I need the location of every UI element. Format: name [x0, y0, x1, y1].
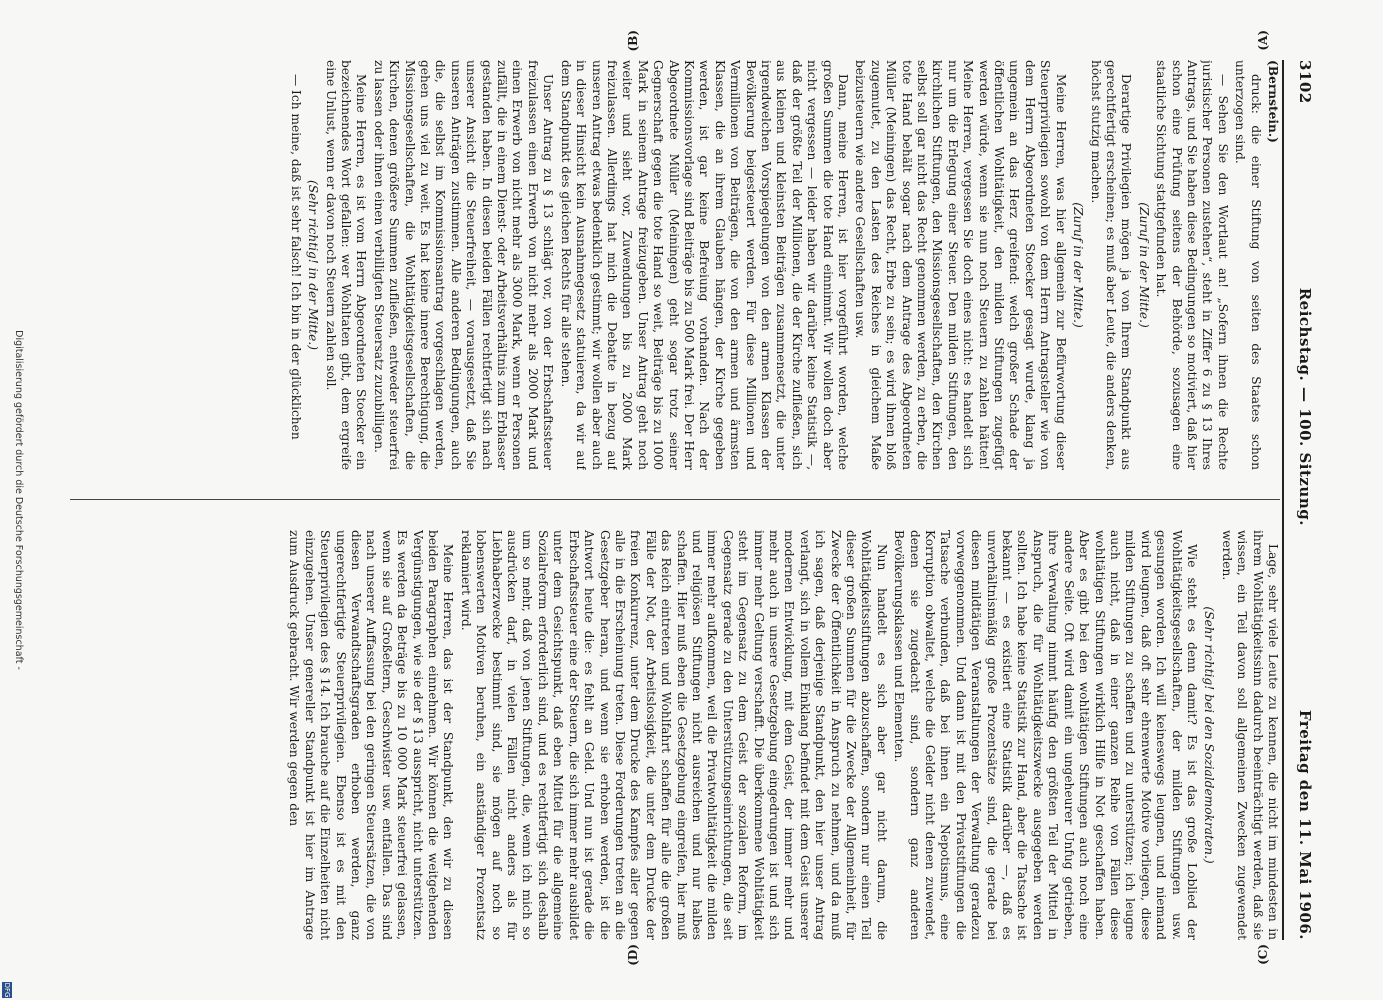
page-number: 3102: [1296, 60, 1314, 104]
paragraph: — Sehen Sie den Wortlaut an! „Sofern ihnen die Rechte juristischer Personen zustehen“, steht in Ziffer 6 zu § 13 Ihres Antrags, und Sie haben diese Bedingungen so motiviert, daß hier schon eine Prüfung seitens der Behörde, sozusagen eine staatliche Sichtung stattgefunden hat.: [1154, 60, 1230, 470]
paragraph: Meine Herren, es ist vom Herrn Abgeordneten Stoecker ein bezeichnendes Wort gefallen: wer Wohltaten gibt, dem ergreife eine Unlust, wenn er davon noch Steuern zahlen soll.: [323, 60, 369, 470]
paragraph: (Sehr richtig! in der Mitte.): [306, 180, 321, 350]
paragraph: Meine Herren, was hier allgemein zur Befürwortung dieser Steuerprivilegien sowohl von dem Herrn Antragsteller wie von dem Herrn Abgeordneten Stoecker gesagt wurde, klang ja ungemein an das Herz greifend: welch großer Schade der öffentlichen Wohltätigkeit, den milden Stiftungen zugefügt werden würde, wenn sie nun noch Steuern zu zahlen hätten! Meine Herren, vergessen Sie doch eines nicht: es handelt sich nur um die Erlegung einer Steuer. Den milden Stiftungen, den kirchlichen Stiftungen, den Missionsgesellschaften, den Kirchen selbst soll gar nicht das Recht genommen werden, zu erben, die tote Hand behält sogar nach dem Antrage des Abgeordneten Müller (Meiningen) das Recht, Erbe zu sein; es wird ihnen bloß zugemutet, zu den Lasten des Reiches in gleichem Maße beizusteuern wie andere Gesellschaften usw.: [853, 60, 1068, 470]
paragraph: Unser Antrag zu § 13 schlägt vor, von der Erbschaftssteuer freizulassen einen Erwerb von nicht mehr als 2000 Mark und einen Erwerb von nicht mehr als 3000 Mark, wenn er Personen zufällt, die in einem Dienst- oder Arbeitsverhältnis zum Erblasser gestanden haben. In diesen beiden Fällen rechtfertigt sich nach unserer Ansicht die Steuerfreiheit, — vorausgesetzt, daß Sie unseren Anträgen zustimmen. Alle anderen Bedingungen, auch die, die selbst im Kommissionsantrag vorgeschlagen werden, gehen uns viel zu weit. Es hat keine innere Berechtigung, die Missionsgesellschaften, die Wohltätigkeitsgesellschaften, die Kirchen, denen größere Summen zufließen, entweder steuerfrei zu lassen oder ihnen einen verbilligten Steuersatz zuzubilligen.: [371, 60, 556, 470]
header-rule: [1282, 60, 1284, 940]
header-date: Freitag den 11. Mai 1906.: [1296, 709, 1314, 940]
margin-marker-c: (C): [1256, 944, 1270, 965]
margin-marker-a: (A): [1256, 30, 1270, 51]
paragraph: Dann, meine Herren, ist hier vorgeführt worden, welche großen Summen die tote Hand einnimmt. Wir wollen doch aber nicht vergessen — leider haben wir darüber keine Statistik —, daß der größte Teil der Millionen, die der Kirche zufließen, sich aus kleinen und kleinsten Beiträgen zusammensetzt, die unter irgendwelchen Vorspiegelungen von den armen Klassen der Bevölkerung beigesteuert werden. Für diese Millionen und Vermillionen von Beiträgen, die von den armen und ärmsten Klassen, die an ihrem Glauben hängen, der Kirche gegeben werden, ist gar keine Befreiung vorhanden. Nach der Kommissionsvorlage sind Beiträge bis zu 500 Mark frei. Der Herr Abgeordnete Müller (Meiningen) geht sogar trotz seiner Gegnerschaft gegen die tote Hand so weit, Beiträge bis zu 1000 Mark in seinem Antrage freizugeben. Unser Antrag geht noch weiter und sieht vor, Zuwendungen bis zu 2000 Mark freizulassen. Allerdings hat mich die Debatte in bezug auf unseren Antrag etwas bedenklich gestimmt; wir wollen aber auch in dieser Hinsicht kein Ausnahmegesetz statuieren, da wir auf dem Standpunkt des gleichen Rechts für alle stehen.: [558, 60, 851, 470]
margin-marker-d: (D): [626, 944, 640, 966]
paragraph: druck: die einer Stiftung von seiten des Staates schon unterzogen sind.: [1233, 60, 1263, 470]
column-divider: [70, 499, 1280, 500]
paragraph: Nun handelt es sich aber gar nicht darum, die Wohltätigkeitsstiftungen abzuschaffen, sondern nur einen Teil dieser großen Summen für die Zwecke der Allgemeinheit, für Zwecke der Öffentlichkeit in Anspruch zu nehmen, und da muß ich sagen, daß derjenige Standpunkt, den hier unser Antrag verlangt, sich in vollem Einklang befindet mit dem Geist unserer modernen Entwicklung, mit dem Geist, der immer mehr und mehr auch in unsere Gesetzgebung eingedrungen ist und sich immer mehr Geltung verschafft. Die überkommene Wohltätigkeit steht im Gegensatz zu dem Geist der sozialen Reform, im Gegensatz gerade zu den Unterstützungseinrichtungen, die seit immer mehr aufkommen, weil die Privatwohltätigkeit die milden und religiösen Stiftungen nicht ausreichen und nur halbes schaffen. Hier muß eben die Gesetzgebung eingreifen, hier muß das Reich eintreten und Wohlfahrt schaffen für alle die großen Fälle der Not, der Arbeitslosigkeit, die unter dem Drucke der freien Konkurrenz, unter dem Drucke des Kampfes aller gegen alle in die Erscheinung treten. Diese Forderungen treten an die Gesetzgeber heran, und wenn sie erhoben werden, ist die Antwort heute die: es fehlt an Geld. Und nun ist gerade die Erbschaftssteuer eine der Steuern, die sich immer mehr ausbildet unter dem Gesichtspunkt, daß eben Mittel für die allgemeine Sozialreform erforderlich sind, und es rechtfertigt sich deshalb um so mehr, daß von jenen Stiftungen, die, wenn ich mich so ausdrücken darf, in vielen Fällen nicht anders als für Liebhaberzwecke bestimmt sind, sie mögen auf noch so lobenswerten Motiven beruhen, ein anständiger Prozentsatz reklamiert wird.: [458, 530, 889, 940]
header-title: Reichstag. — 100. Sitzung.: [1296, 287, 1314, 526]
paragraph: Wie steht es denn damit? Es ist das große Loblied der Wohltätigkeitsgesellschaften, der milden Stiftungen usw. gesungen worden. Ich will keineswegs leugnen, und niemand wird leugnen, daß oft sehr ehrenwerte Motive vorliegen, diese milden Stiftungen zu schaffen und zu unterstützen; ich leugne auch nicht, daß in einer ganzen Reihe von Fällen diese wohltätigen Stiftungen wirklich Hilfe in Not geschaffen haben. Aber es gibt bei den wohltätigen Stiftungen auch noch eine andere Seite. Oft wird damit ein ungeheurer Unfug getrieben, ihre Verwaltung nimmt häufig den größten Teil der Mittel in Anspruch, die für Wohltätigkeitszwecke ausgegeben werden sollten. Ich habe keine Statistik zur Hand, aber die Tatsache ist bekannt — es existiert eine Statistik darüber —, daß es unverhältnismäßig große Prozentsätze sind, die gerade bei diesen mildtätigen Veranstaltungen der Verwaltung geradezu vorweggenommen. Und dann ist mit den Privatstiftungen die Tatsache verbunden, daß bei ihnen ein Nepotismus, eine Korruption obwaltet, welche die Gelder nicht denen zuwendet, denen sie zugedacht sind, sondern ganz anderen Bevölkerungsklassen und Elementen.: [892, 530, 1199, 940]
paragraph: (Sehr richtig! bei den Sozialdemokraten.): [1202, 606, 1217, 864]
paragraph: (Zuruf in der Mitte.): [1071, 202, 1086, 328]
digitization-footer: [8, 0, 24, 1000]
page-header: [1290, 0, 1320, 1000]
margin-marker-b: (B): [626, 30, 640, 52]
dfg-logo-icon: DFG: [3, 982, 11, 998]
columns: [70, 0, 1280, 1000]
paragraph: — Ich meine, daß ist sehr falsch! Ich bin in der glücklichen: [288, 74, 303, 440]
left-column: [70, 60, 1280, 470]
speaker-name: (Bernstein.): [1266, 60, 1280, 143]
paragraph: Meine Herren, das ist der Standpunkt, den wir zu diesen beiden Paragraphen einnehmen. Wir können die weitgehenden Vergünstigungen, wie sie der § 13 ausspricht, nicht unterstützen. Es werden da Beträge bis zu 10 000 Mark steuerfrei gelassen, wenn sie auf Großeltern, Geschwister usw. entfallen. Das sind nach unserer Auffassung bei den geringen Steuersätzen, die von diesen Verwandtschaftsgraden erhoben werden, ganz ungerechtfertigte Steuerprivilegien. Ebenso ist es mit den Steuerprivilegien des § 14. Ich brauche auf die Einzelheiten nicht einzugehen. Unser genereller Standpunkt ist hier im Antrage zum Ausdruck gebracht. Wir werden gegen den: [287, 530, 456, 940]
footer-text: Digitalisierung gefördert durch die Deutsche Forschungsgemeinschaft -: [13, 330, 24, 670]
paragraph: Derartige Privilegien mögen ja von Ihrem Standpunkt aus gerechtfertigt erscheinen; es muß aber Leute, die anders denken, höchst stutzig machen.: [1088, 60, 1134, 470]
paragraph: Lage, sehr viele Leute zu kennen, die nicht im mindesten in ihrem Wohltätigkeitssinn dadurch beeinträchtigt werden, daß sie wissen, ein Teil davon soll allgemeinen Zwecken zugewendet werden.: [1219, 530, 1280, 940]
right-column: [70, 530, 1280, 940]
paragraph: (Zuruf in der Mitte.): [1136, 202, 1151, 328]
